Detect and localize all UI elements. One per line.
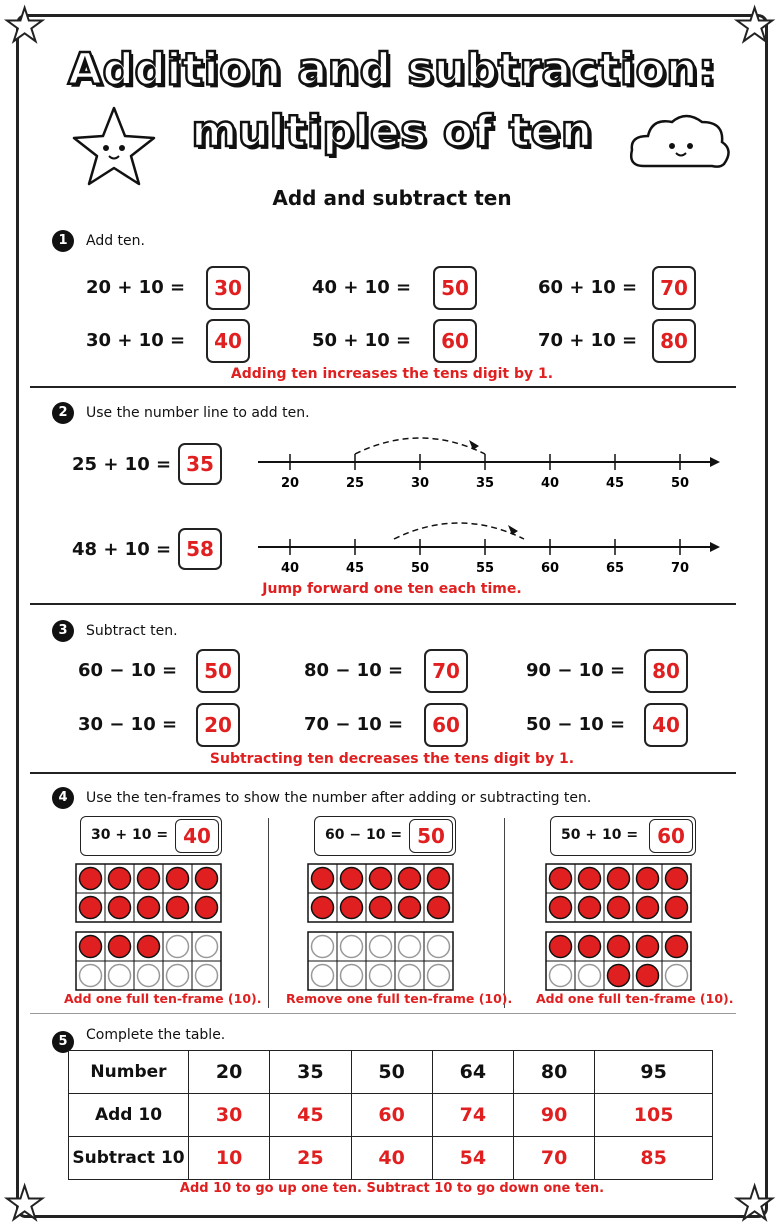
q4-instruction: Use the ten-frames to show the number after adding or subtracting ten. [86, 790, 592, 806]
row-label: Number [69, 1051, 189, 1094]
table-row [69, 1137, 713, 1180]
counter-filled [666, 936, 688, 958]
table-cell: 20 [189, 1051, 270, 1094]
arrow-icon [469, 440, 479, 450]
counter-empty [399, 936, 421, 958]
counter-filled [80, 936, 102, 958]
counter-filled [608, 868, 630, 890]
counter-filled [399, 868, 421, 890]
counter-empty [196, 965, 218, 987]
counter-empty [341, 965, 363, 987]
counter-empty [167, 965, 189, 987]
star-icon: ★ [734, 0, 776, 52]
counter-filled [608, 897, 630, 919]
counter-filled [196, 868, 218, 890]
counter-filled [167, 897, 189, 919]
counter-filled [579, 936, 601, 958]
q3-equation: 30 − 10 = [78, 714, 178, 735]
tick-label: 50 [410, 561, 430, 576]
q2-equation: 25 + 10 = [72, 454, 172, 475]
table-row [69, 1051, 713, 1094]
q1-equation: 40 + 10 = [312, 277, 412, 298]
q1-equation: 50 + 10 = [312, 330, 412, 351]
q3-answer[interactable]: 80 [644, 649, 688, 693]
jump-arc [394, 523, 524, 539]
section-subtitle: Add and subtract ten [272, 186, 512, 210]
table-cell: 80 [514, 1051, 595, 1094]
q4-note: Add one full ten-frame (10). [536, 991, 734, 1006]
q5-note: Add 10 to go up one ten. Subtract 10 to go down one ten. [179, 1181, 605, 1196]
counter-filled [608, 936, 630, 958]
q1-note: Adding ten increases the tens digit by 1. [230, 366, 554, 382]
q1-equation: 30 + 10 = [86, 330, 186, 351]
counter-filled [637, 965, 659, 987]
q4-equation: 60 − 10 = [325, 827, 403, 843]
counter-filled [370, 897, 392, 919]
counter-filled [167, 868, 189, 890]
counter-empty [167, 936, 189, 958]
counter-empty [312, 965, 334, 987]
counter-filled [312, 868, 334, 890]
q3-equation: 80 − 10 = [304, 660, 404, 681]
star-icon [64, 100, 164, 190]
number-line-1 [250, 420, 730, 500]
q1-answer[interactable]: 70 [652, 266, 696, 310]
table-answer-cell[interactable]: 90 [514, 1094, 595, 1137]
q1-answer[interactable]: 50 [433, 266, 477, 310]
jump-arc [355, 438, 485, 454]
counter-empty [550, 965, 572, 987]
q4-answer[interactable]: 50 [409, 819, 453, 853]
table-answer-cell[interactable]: 45 [270, 1094, 351, 1137]
counter-filled [138, 868, 160, 890]
counter-filled [550, 936, 572, 958]
q1-answer[interactable]: 60 [433, 319, 477, 363]
question-number-5: 5 [52, 1031, 74, 1053]
q2-answer[interactable]: 35 [178, 443, 222, 485]
q3-answer[interactable]: 50 [196, 649, 240, 693]
table-answer-cell[interactable]: 105 [595, 1094, 713, 1137]
table-row [69, 1094, 713, 1137]
q1-equation: 60 + 10 = [538, 277, 638, 298]
ten-frame-group-1 [74, 862, 234, 992]
complete-table [68, 1050, 713, 1180]
arrow-icon [710, 542, 720, 552]
q1-answer[interactable]: 80 [652, 319, 696, 363]
q3-equation: 50 − 10 = [526, 714, 626, 735]
counter-filled [312, 897, 334, 919]
counter-filled [579, 897, 601, 919]
counter-empty [428, 936, 450, 958]
star-icon: ★ [4, 1176, 46, 1230]
tick-label: 40 [540, 476, 560, 491]
star-icon: ★ [4, 0, 46, 52]
table-cell: 64 [432, 1051, 513, 1094]
page-title-line2: multiples of ten [191, 106, 593, 157]
counter-empty [138, 965, 160, 987]
q4-equation: 30 + 10 = [91, 827, 169, 843]
number-line-2 [250, 505, 730, 585]
q3-equation: 60 − 10 = [78, 660, 178, 681]
arrow-icon [710, 457, 720, 467]
counter-filled [80, 897, 102, 919]
q1-equation: 20 + 10 = [86, 277, 186, 298]
row-label: Add 10 [69, 1094, 189, 1137]
q1-answer[interactable]: 40 [206, 319, 250, 363]
table-answer-cell[interactable]: 60 [351, 1094, 432, 1137]
tick-label: 50 [670, 476, 690, 491]
q4-equation: 50 + 10 = [561, 827, 639, 843]
table-cell: 50 [351, 1051, 432, 1094]
counter-filled [637, 868, 659, 890]
q4-answer[interactable]: 60 [649, 819, 693, 853]
counter-filled [370, 868, 392, 890]
counter-filled [608, 965, 630, 987]
counter-filled [428, 868, 450, 890]
counter-filled [109, 897, 131, 919]
table-cell: 35 [270, 1051, 351, 1094]
counter-empty [370, 936, 392, 958]
question-number-4: 4 [52, 787, 74, 809]
counter-filled [399, 897, 421, 919]
table-answer-cell[interactable]: 40 [351, 1137, 432, 1180]
q3-answer[interactable]: 20 [196, 703, 240, 747]
counter-empty [399, 965, 421, 987]
table-answer-cell[interactable]: 85 [595, 1137, 713, 1180]
counter-filled [80, 868, 102, 890]
counter-empty [428, 965, 450, 987]
section-divider [30, 386, 736, 388]
counter-filled [138, 936, 160, 958]
q4-answer[interactable]: 40 [175, 819, 219, 853]
tick-label: 55 [475, 561, 495, 576]
table-answer-cell[interactable]: 30 [189, 1094, 270, 1137]
tick-label: 30 [410, 476, 430, 491]
cloud-icon [626, 108, 736, 178]
tick-label: 45 [605, 476, 625, 491]
counter-empty [80, 965, 102, 987]
table-cell: 95 [595, 1051, 713, 1094]
counter-empty [666, 965, 688, 987]
counter-filled [138, 897, 160, 919]
tick-label: 45 [345, 561, 365, 576]
star-icon: ★ [734, 1176, 776, 1230]
table-answer-cell[interactable]: 25 [270, 1137, 351, 1180]
counter-filled [196, 897, 218, 919]
panel-separator [268, 818, 269, 1008]
q1-answer[interactable]: 30 [206, 266, 250, 310]
tick-label: 40 [280, 561, 300, 576]
counter-empty [579, 965, 601, 987]
counter-empty [341, 936, 363, 958]
q2-instruction: Use the number line to add ten. [86, 405, 310, 421]
counter-empty [312, 936, 334, 958]
q3-answer[interactable]: 60 [424, 703, 468, 747]
q3-instruction: Subtract ten. [86, 623, 178, 639]
counter-filled [579, 868, 601, 890]
section-divider [30, 772, 736, 774]
tick-label: 60 [540, 561, 560, 576]
counter-filled [550, 868, 572, 890]
page-title: Addition and subtraction: [67, 44, 717, 95]
q3-answer[interactable]: 70 [424, 649, 468, 693]
counter-filled [550, 897, 572, 919]
tick-label: 25 [345, 476, 365, 491]
counter-filled [109, 868, 131, 890]
tick-label: 65 [605, 561, 625, 576]
counter-empty [196, 936, 218, 958]
q2-answer[interactable]: 58 [178, 528, 222, 570]
ten-frame-group-2 [306, 862, 466, 992]
question-number-1: 1 [52, 230, 74, 252]
q3-note: Subtracting ten decreases the tens digit by 1. [209, 751, 575, 767]
counter-empty [370, 965, 392, 987]
counter-filled [666, 897, 688, 919]
q4-equation-box [80, 816, 222, 856]
table-answer-cell[interactable]: 74 [432, 1094, 513, 1137]
q3-answer[interactable]: 40 [644, 703, 688, 747]
section-divider [30, 1013, 736, 1014]
q2-note: Jump forward one ten each time. [262, 581, 522, 597]
table-answer-cell[interactable]: 10 [189, 1137, 270, 1180]
counter-filled [341, 868, 363, 890]
counter-filled [428, 897, 450, 919]
q4-equation-box [314, 816, 456, 856]
counter-filled [109, 936, 131, 958]
counter-filled [341, 897, 363, 919]
q3-equation: 90 − 10 = [526, 660, 626, 681]
tick-label: 35 [475, 476, 495, 491]
q5-instruction: Complete the table. [86, 1027, 226, 1043]
question-number-3: 3 [52, 620, 74, 642]
section-divider [30, 603, 736, 605]
row-label: Subtract 10 [69, 1137, 189, 1180]
tick-label: 70 [670, 561, 690, 576]
q2-equation: 48 + 10 = [72, 539, 172, 560]
question-number-2: 2 [52, 402, 74, 424]
counter-empty [109, 965, 131, 987]
counter-filled [637, 936, 659, 958]
tick-label: 20 [280, 476, 300, 491]
q4-equation-box [550, 816, 696, 856]
counter-filled [666, 868, 688, 890]
table-answer-cell[interactable]: 54 [432, 1137, 513, 1180]
q1-equation: 70 + 10 = [538, 330, 638, 351]
table-answer-cell[interactable]: 70 [514, 1137, 595, 1180]
q3-equation: 70 − 10 = [304, 714, 404, 735]
counter-filled [637, 897, 659, 919]
panel-separator [504, 818, 505, 1008]
ten-frame-group-3 [544, 862, 704, 992]
q4-note: Remove one full ten-frame (10). [286, 991, 513, 1006]
arrow-icon [508, 525, 518, 535]
q1-instruction: Add ten. [86, 233, 145, 249]
q4-note: Add one full ten-frame (10). [64, 991, 262, 1006]
